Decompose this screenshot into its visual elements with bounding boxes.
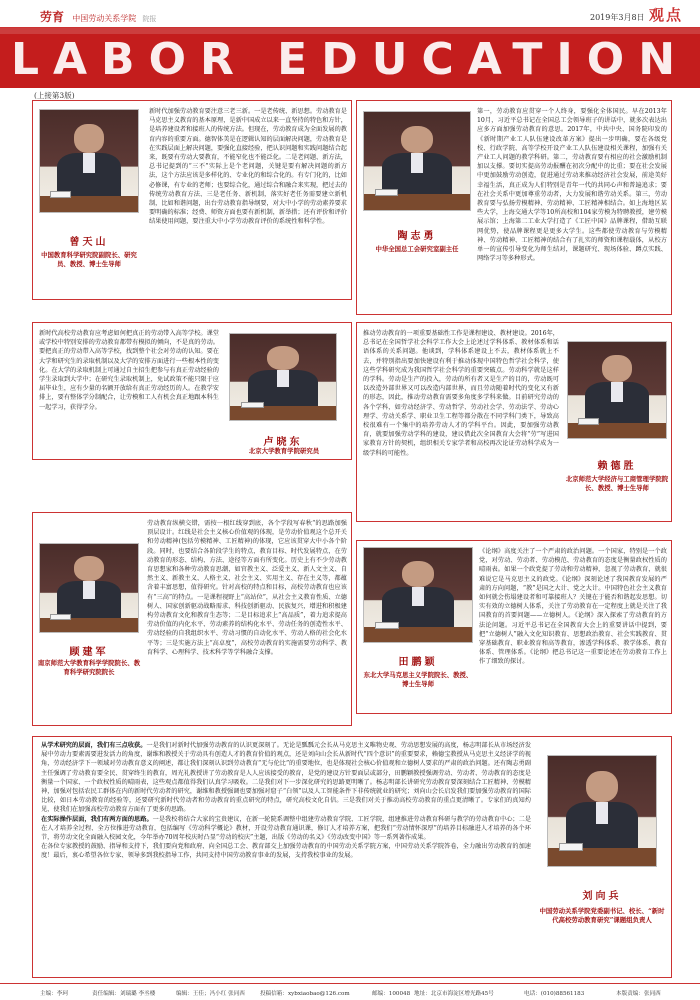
- banner-title: LABOR EDUCATION: [10, 34, 690, 85]
- footer-editors: 编辑：王佳；冯小红 张同西: [176, 991, 245, 997]
- speaker-role-zeng: 中国教育科学研究院副院长、研究员、教授、博士生导师: [41, 251, 137, 268]
- article-text-tao: 第一，劳动教育应贯穿一个人终身，要强化全体国民。早在2013年10月，习近平总书记在全国总工会领导班子的讲话中，就多次表达出应多方面加强劳动教育的意思。2017年，中共中央、国务院印发的《新时期产业工人队伍建设改革方案》提出一步明确，要在各级党校、行政学院、高等学校开设产业工人队伍建设相关课程，加强有关产业工人问题的教学科研。第二，劳动教育要有相应的社会激励机制加以支撑。要切实提高劳动报酬在初次分配中的比重；要在社会发展中更加鼓励劳动创造，促进通过劳动来推动经济社会发展，前途美好幸福生活，真正成为人们特别是青年一代的共同心声和普遍追求；要在社会关系中更加尊重劳动者，大力发展和谐劳动关系。第三，劳动教育要与弘扬劳模精神、劳动精神、工匠精神相结合。如上海地区某些大学，上海交通大学等10所高校和104家劳模为特聘教授，建劳模展示馆；上海第二工业大学打造了《工匠中国》品牌课程，借助互联网优势，使品牌课程更是更多大学生。这些都使劳动教育与劳模精神、劳动精神、工匠精神的结合有了扎实的师资和课程载体，从校方单一的宣传引导变化为师生结对，课题研究、现场体验、蹲点实践、网络学习等多种形式。: [477, 108, 667, 263]
- article-text-gu: 劳动教育纵横交错，需按一根红线穿到底，各个学段写春秋“的思路加强顶层设计。红线是社会主义核心价值观的体现，是劳动价值观这个总开关和劳动精神(包括劳模精神、工匠精神)的体现，它应该贯穿大中小各个阶段。同时，也要结合各阶段学生的特点，教育目标、时代发展特点，在劳动教育的形态、结构、方法、途径等方面有所变化。历史上有不少劳动教育思想家和各种劳动教育思潮，如官教主义、泛爱主义、新人文主义、自然主义、新教主义、人格主义、社会主义、实用主义、存在主义等，都蕴含着丰富思想，值得研究。针对高校的特点和目标，高校劳动教育也应该有“三高”的特点。一是课程视野上“高站位”，从社会主义教育性质、立德树人、国家创新驱动战略需求、科技创新驱动、民族复兴，增进和积极建构劳动教育文化和教育生态等；二是目标追求上“高品质”，着力追求提高劳动价值的内化水平、劳动素养的结构化水平、劳动任务的创造性水平、劳动经验的自我组织水平、劳动习惯的自动化水平、劳动人格的社会化水平等；三是实施方法上“高卓度”，高校劳动教育的实施需要劳动科学、教育科学、心理科学、技术科学等学科融合支撑。: [147, 520, 347, 656]
- article-box-gu: [32, 512, 352, 726]
- paragraph-practice: 一是我校将结合大家的宝贵建议，在新一轮院系调整中组建劳动教育学院、工匠学院，组建推进劳动教育科研与教学的劳动教育中心；二是在人才培养全过程、全方位推进劳动教育，包括编写《劳动科学概论》教材，开设劳动教育通识课，修订人才培养方案，把我们“劳动情怀深厚”的培养目标融进人才培养的各个环节，将劳动文化全面融入校园文化，今年举办70周年校庆时凸显“劳动的校庆”主题，出版《劳动的名义》《劳动改变中国》等一系列著作成果。: [41, 815, 531, 842]
- speaker-role-gu: 南京师范大学教育科学学院院长、教育科学研究院院长: [37, 659, 141, 676]
- speaker-name-gu: 顾建军: [69, 647, 109, 658]
- article-box-liu: [32, 736, 672, 978]
- paper-name: 中国劳动关系学院: [72, 14, 137, 23]
- article-text-lu: 新时代高校劳动教育应考虑如何把真正的劳动带入高等学校。课堂或学校中特别安排的劳动教育都带有模拟的倾向，不是真的劳动。要把真正的劳动带入高等学校，找到整个社会对劳动的认知。要在大学和研究生的录取机制以及大学的安排方面进行一些根本性的变化。在大学的录取机制上可通过自主招生把参与有真正劳动经验的学生录取到大学中；在研究生录取机制上，免试政策不能只限于应届毕业生，应有少量的名额开放给有真正劳动经历的人。在教学安排上，要有整体学分制配合，让劳模和工人有机会真正地跟本科生一起学习，获得学分。: [39, 330, 219, 411]
- logo-text: 劳育: [40, 10, 65, 24]
- footer-editor: 主编：李珂: [40, 991, 68, 997]
- page-footer: [0, 983, 700, 1000]
- speaker-role-lai: 北京师范大学经济与工商管理学院院长、教授、博士生导师: [565, 475, 669, 492]
- speaker-role-tian: 东北大学马克思主义学院院长、教授、博士生导师: [363, 671, 473, 688]
- portrait-photo-tian: [363, 547, 473, 643]
- masthead-logo: [40, 8, 156, 25]
- footer-post: 邮编：100048: [372, 991, 411, 997]
- paper-sub: 院报: [142, 15, 157, 23]
- paragraph-closing: 在各位专家教授的鼓励、指导和支持下，我们要向党和政府、向全国总工会、教育部交上加强劳动教育的中国劳动关系学院方案，中国劳动关系学院答卷，全力融出劳动教育的加速度！最后，衷心希望各位专家、领导多到我校指导工作，共同支持中国劳动教育事业的发展，支持我校事业的发展。: [41, 843, 531, 860]
- portrait-photo-lai: [567, 341, 667, 439]
- banner: [0, 28, 700, 88]
- portrait-photo-tao: [363, 111, 471, 211]
- speaker-role-lu: 北京大学教育学院研究员: [248, 447, 320, 455]
- article-box-lu: [32, 322, 352, 460]
- article-text-tian: 《论纲》高度关注了一个严肃的政治问题。一个国家，特别是一个政党，对劳动、劳动者、劳动模范、劳动教育的态度是衡量政权性质的晴雨表。如果一个政党提了劳动和劳动精神，忽视了劳动教育，就很难说它是马克思主义的政党。《论纲》深刻论述了我国教育发展的严肃的方向问题，“教”是国之大计、党之大计。中国特色社会主义教育如何就会伤塌建设者和可靠接班人？关键在于能否和谐起发思想。切实有效的立德树人体系，关注了劳动教育在一定程度上就是关注了我国教育的首要问题——立德树人。《论纲》深入探索了劳动教育的方法论问题。习近平总书记在全国教育大会上的重要讲话中提到，要把“立德树人”融入文化知识教育、思想政治教育、社会实践教育、贯穿基础教育、职业教育和高等教育，渗透学科体系、教学体系、教育体系、管理体系。《论纲》把总书记这一重要论述在劳动教育工作上作了细致的探讨。: [479, 548, 667, 666]
- footer-phone: 电话：(010)88561183: [524, 991, 585, 997]
- speaker-name-zeng: 曾天山: [69, 237, 109, 248]
- lead-academic: 从学术研究的层面，我们有三点收获。: [41, 742, 147, 749]
- section-title: 观点: [649, 6, 684, 24]
- article-text-lai: 推动劳动教育的一项重要基础性工作是课程建设、教材建设。2016年，总书记在全国哲学社会科学工作大会上论述过学科体系、教材体系和话语体系的关系问题。他谈到，学科体系建设上不去，教材体系就上不去，并特别指出要加快建设有利于推动体现中国特色哲学社会科学，使这些学科研究成为我国哲学社会科学的重要突破点。劳动科学就是这样的学科。劳动是生产的投入，劳动的所有者又是生产的目的，劳动既可以改造外部世界又可以改造内部世界，而且劳动随着时代的变化又有新的形态，因此，推动劳动教育需要多角度多学科来做。目前研究劳动的各个学科，如劳动经济学、劳动哲学、劳动社会学、劳动法学、劳动心理学、劳动关系学、职业卫生工程等都分散在不同学科门类下，导致高校很难有一个集中的培养劳动人才的学科平台。因此，要加强劳动教育，就要加强劳动学科的建设，建议借此次全国教育大会将“劳”写进国家教育方针的契机，组织相关专家学者和高校再次论证劳动科学成为一级学科的可能性。: [363, 330, 559, 457]
- portrait-photo-liu: [547, 755, 657, 867]
- issue-date: 2019年3月8日: [590, 13, 645, 22]
- portrait-photo-gu: [39, 543, 139, 633]
- article-box-lai: [356, 322, 672, 522]
- article-text-zeng: 新时代加强劳动教育要注意三老三新。一是老传统、新思想。劳动教育是马克思主义教育的基本原理，是新中国成立以来一直坚持的特色和方针，是培养建设者和接班人的传统方法。但现在，劳动教育成为全面发展的教育内容的重要方面。德智体美是在逻辑认知的层面解决问题，劳动教育是在实践层面上解决问题，要强化直接经验，把认识问题和实践问题结合起来，既要有劳动大要教育，不能窄化也不能泛化。二是老问题、新方法，总书记提到的“三不”实际上是个老问题，关键是要有解决问题的新方法，这个方法应该是多样化的、专业化的和综合化的。有专门化的，比如必修课，有专业的老师；也要综合化，通过综合和融合来实现，把过去的传统劳动教育方法、三是老任务、新机制，落实好老任务需要建立新机制，比如和谐问题，出台劳动教育指导纲要，对大中小学的劳动素养要求要明确的标准；经费、师资方面也要有新机制，新举措；还有评价和评价结果使用问题，要注重大中小学劳动教育评价的系统性和科学性。: [149, 108, 347, 226]
- portrait-photo-lu: [229, 333, 337, 421]
- speaker-name-lu: 卢晓东: [263, 437, 303, 448]
- speaker-role-liu: 中国劳动关系学院党委副书记、校长、“新时代高校劳动教育研究”课题组负责人: [539, 907, 665, 924]
- footer-email[interactable]: 投稿信箱：xybxiaobao@126.com: [260, 991, 350, 997]
- article-box-tian: [356, 540, 672, 714]
- page-header: [0, 0, 700, 28]
- continued-note: (上接第3版): [34, 91, 75, 100]
- article-text-liu: [41, 741, 531, 975]
- speaker-name-liu: 刘向兵: [582, 891, 622, 902]
- article-box-tao: [356, 100, 672, 315]
- speaker-name-tao: 陶志勇: [397, 231, 437, 242]
- paragraph-academic: 一是我们对新时代加强劳动教育的认识更深刻了。无论是瓢瓢元会长从马克思主义唯物史观、劳动思想发展的高度，杨志明部长从市场经济发展中劳动力要素需要进发活力的角度，谢维和教授关于劳动具有创造人才的教育价值的观点，还是刘向山会长从新时代“四个意识”的重要要求，赖德宝教授从马克思主义经济学的视角，劳动经济学下一领域对劳动教育意义的阐述，都让我们深刻认识到劳动教育“无与伦比”的重要地位，也是体现社会核心价值观和立德树人要求的严肃的政治问题。还有陶志勇副主任强调了劳动教育要全民、贯穿终生的教育，周光礼教授讲了劳动教育是人人应该接受的教育，是党的建设方针要面层或部分，田鹏颖教授强调劳动、劳动者、劳动教育的态度是衡量一个国家、一个政权性质的晴雨表，这些观点都值得我们认真学习吸收。二是我们对下一步深化研究的思路更明晰了。杨志明部长讲研究劳动教育要深刻结合工匠精神、劳模精神，加强对包括农民工群体在内的新时代劳动者的研究，谢维和教授强调也要加强对窟子“白领”以及人工智能条件下非传统就业的研究；刘向山会长启发我们要加强劳动教育的国际比较，如日本劳动教育的经验等，还要研究新时代劳动者和劳动教育的重点研究的特点，研究高校文化自信。三是我们对关于推动高校劳动教育的重点更清晰了。专家们的真知灼见，使我们在加强高校劳动教育方面有了更多的思路。: [41, 742, 531, 814]
- lead-practice: 在实际操作层面，我们有两方面的思路。: [41, 815, 153, 823]
- footer-chief: 责任编辑：刘瑞璐 李丞楼: [92, 991, 156, 997]
- footer-print: 本版责编：张同西: [616, 991, 661, 997]
- article-box-zeng: [32, 100, 352, 300]
- speaker-name-tian: 田鹏颖: [398, 657, 438, 668]
- speaker-name-lai: 赖德胜: [597, 461, 637, 472]
- portrait-photo-zeng: [39, 109, 139, 213]
- footer-address: 地址：北京市海淀区增光路45号: [414, 991, 494, 997]
- speaker-role-tao: 中华全国总工会研究室副主任: [375, 245, 459, 253]
